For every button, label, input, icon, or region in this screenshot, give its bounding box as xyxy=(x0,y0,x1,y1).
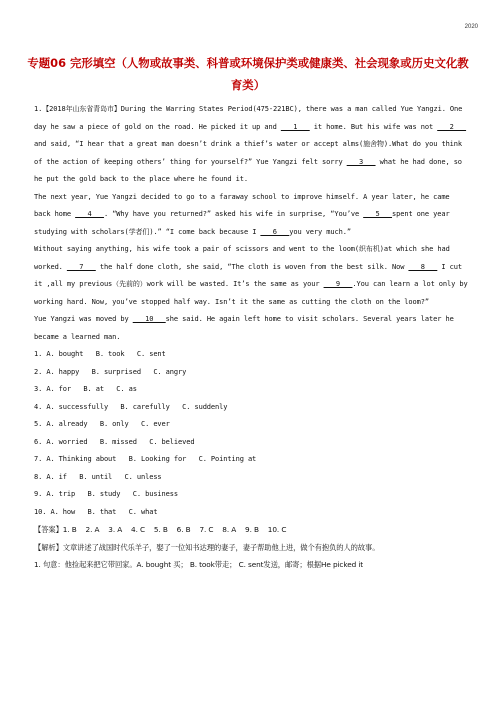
passage-paragraph-2 xyxy=(34,189,470,242)
option-line-4: 4. A. successfully B. carefully C. suddenly xyxy=(34,402,228,411)
option-line-8: 8. A. if B. until C. unless xyxy=(34,472,162,481)
blank-5: ___5___ xyxy=(363,210,392,218)
option-line-2: 2. A. happy B. surprised C. angry xyxy=(34,367,187,376)
analysis-text: 【解析】文章讲述了战国时代乐羊子，娶了一位知书达理的妻子，妻子帮助他上进，做个有抱负的人的故事。 xyxy=(34,542,380,552)
passage-text: The next year, Yue Yangzi decided to go to a faraway school to improve himself. A year later, he came back home xyxy=(34,192,450,218)
blank-3: ___3___ xyxy=(346,157,376,166)
passage-text: what he had done, so he put the gold back to the place where he found it. xyxy=(34,157,462,183)
passage-text: .You can learn a lot only by working hard. Now, you’ve stopped half way. Isn’t it the same as cutting the cloth on the loom?” xyxy=(34,280,468,306)
option-line-5: 5. A. already B. only C. ever xyxy=(34,420,170,428)
passage-text: she said. He again left home to visit scholars. Several years later he became a learned man. xyxy=(34,315,454,341)
passage-text: it home. But his wife was not xyxy=(309,122,438,131)
passage-text: I cut it ,all my previous（先前的）work will be wasted. It’s the same as your xyxy=(34,262,462,288)
page-title: 专题06 完形填空（人物或故事类、科普或环境保护类或健康类、社会现象或历史文化教育类） xyxy=(27,56,469,92)
passage-paragraph-1 xyxy=(34,101,470,189)
passage-text: and said, “I hear that a great man doesn’t drink a thief’s water or accept alms(施舍物).What do you think of the action of keeping others’ thing for yourself?” Yue Yangzi felt sorry xyxy=(34,140,463,166)
passage-paragraph-4 xyxy=(34,311,470,346)
document-body xyxy=(34,101,470,574)
explanation-note-1: 1. 句意：他捡起来把它带回家。A. bought 买； B. took带走； C. sent发送，邮寄；根据He picked it xyxy=(34,560,364,569)
blank-2: ___2___ xyxy=(437,122,467,131)
option-line-10: 10. A. how B. that C. what xyxy=(34,507,158,516)
option-line-1: 1. A. bought B. took C. sent xyxy=(34,350,166,358)
passage-paragraph-3 xyxy=(34,241,470,311)
passage-text: you very much.” xyxy=(289,227,351,236)
passage-text: spent one year studying with scholars(学者们).” “I come back because I xyxy=(34,210,450,236)
blank-6: ___6___ xyxy=(260,227,290,236)
blank-4: ___4___ xyxy=(75,210,104,218)
passage-text: Yue Yangzi was moved by xyxy=(34,315,133,323)
blank-10: ___10___ xyxy=(132,315,166,323)
blank-1: ___1___ xyxy=(280,122,310,131)
option-line-3: 3. A. for B. at C. as xyxy=(34,385,137,393)
passage-text: 1.【2018年山东省青岛市】During the Warring States Period(475-221BC), there was a man called Yue Yangzi. One day he saw a piece of gold on the road. He picked it up and xyxy=(34,105,463,131)
passage-text: . “Why have you returned?” asked his wife in surprise, “You’ve xyxy=(103,210,364,218)
passage-text: Without saying anything, his wife took a pair of scissors and went to the loom(织布机)at which she had worked. xyxy=(34,245,450,271)
option-line-9: 9. A. trip B. study C. business xyxy=(34,490,179,498)
blank-8: ___8___ xyxy=(408,262,438,271)
option-line-6: 6. A. worried B. missed C. believed xyxy=(34,437,195,446)
blank-9: ___9___ xyxy=(323,280,353,288)
blank-7: ___7___ xyxy=(66,262,96,271)
answer-key: 【答案】1. B 2. A 3. A 4. C 5. B 6. B 7. C 8. A 9. B 10. C xyxy=(34,525,287,534)
passage-text: the half done cloth, she said, “The cloth is woven from the best silk. Now xyxy=(95,262,409,271)
option-line-7: 7. A. Thinking about B. Looking for C. Pointing at xyxy=(34,455,257,463)
header-year: 2020 xyxy=(464,24,478,30)
